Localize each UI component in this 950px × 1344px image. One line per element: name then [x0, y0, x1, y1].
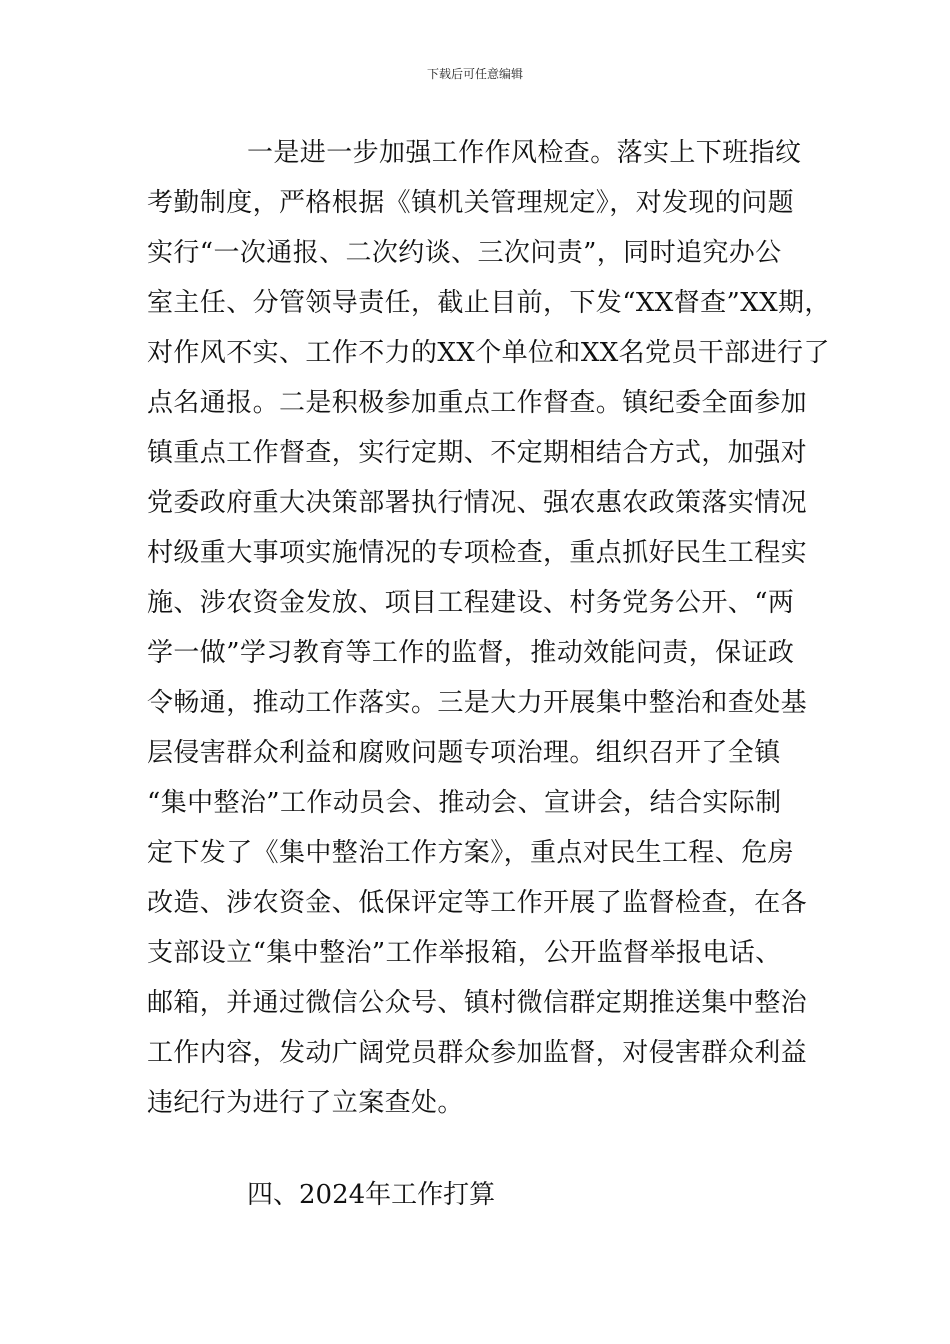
paragraph-line: 室主任、分管领导责任，截止目前，下发“XX督查”XX期， [147, 288, 831, 318]
paragraph-line: 改造、涉农资金、低保评定等工作开展了监督检查，在各 [147, 888, 808, 918]
paragraph-line: “集中整治”工作动员会、推动会、宣讲会，结合实际制 [147, 788, 782, 818]
paragraph-line: 令畅通，推动工作落实。三是大力开展集中整治和查处基 [147, 688, 808, 718]
paragraph-line: 实行“一次通报、二次约谈、三次问责”，同时追究办公 [147, 238, 782, 268]
body-paragraph [147, 128, 831, 1128]
paragraph-line: 支部设立“集中整治”工作举报箱，公开监督举报电话、 [147, 938, 782, 968]
paragraph-line: 一是进一步加强工作作风检查。落实上下班指纹 [247, 138, 802, 168]
paragraph-line: 违纪行为进行了立案查处。 [147, 1088, 464, 1118]
paragraph-line: 点名通报。二是积极参加重点工作督查。镇纪委全面参加 [147, 388, 808, 418]
page-header: 下载后可任意编辑 [426, 67, 523, 81]
section-heading: 四、2024年工作打算 [247, 1180, 496, 1210]
paragraph-line: 邮箱，并通过微信公众号、镇村微信群定期推送集中整治 [147, 988, 808, 1018]
paragraph-line: 施、涉农资金发放、项目工程建设、村务党务公开、“两 [147, 588, 795, 618]
paragraph-line: 定下发了《集中整治工作方案》，重点对民生工程、危房 [147, 838, 795, 868]
paragraph-line: 党委政府重大决策部署执行情况、强农惠农政策落实情况 [147, 488, 808, 518]
paragraph-line: 层侵害群众利益和腐败问题专项治理。组织召开了全镇 [147, 738, 781, 768]
paragraph-line: 工作内容，发动广阔党员群众参加监督，对侵害群众利益 [147, 1038, 808, 1068]
paragraph-line: 学一做”学习教育等工作的监督，推动效能问责，保证政 [147, 638, 795, 668]
paragraph-line: 对作风不实、工作不力的XX个单位和XX名党员干部进行了 [147, 338, 830, 368]
paragraph-line: 村级重大事项实施情况的专项检查，重点抓好民生工程实 [147, 538, 808, 568]
paragraph-line: 镇重点工作督查，实行定期、不定期相结合方式，加强对 [147, 438, 808, 468]
paragraph-line: 考勤制度，严格根据《镇机关管理规定》，对发现的问题 [147, 188, 795, 218]
